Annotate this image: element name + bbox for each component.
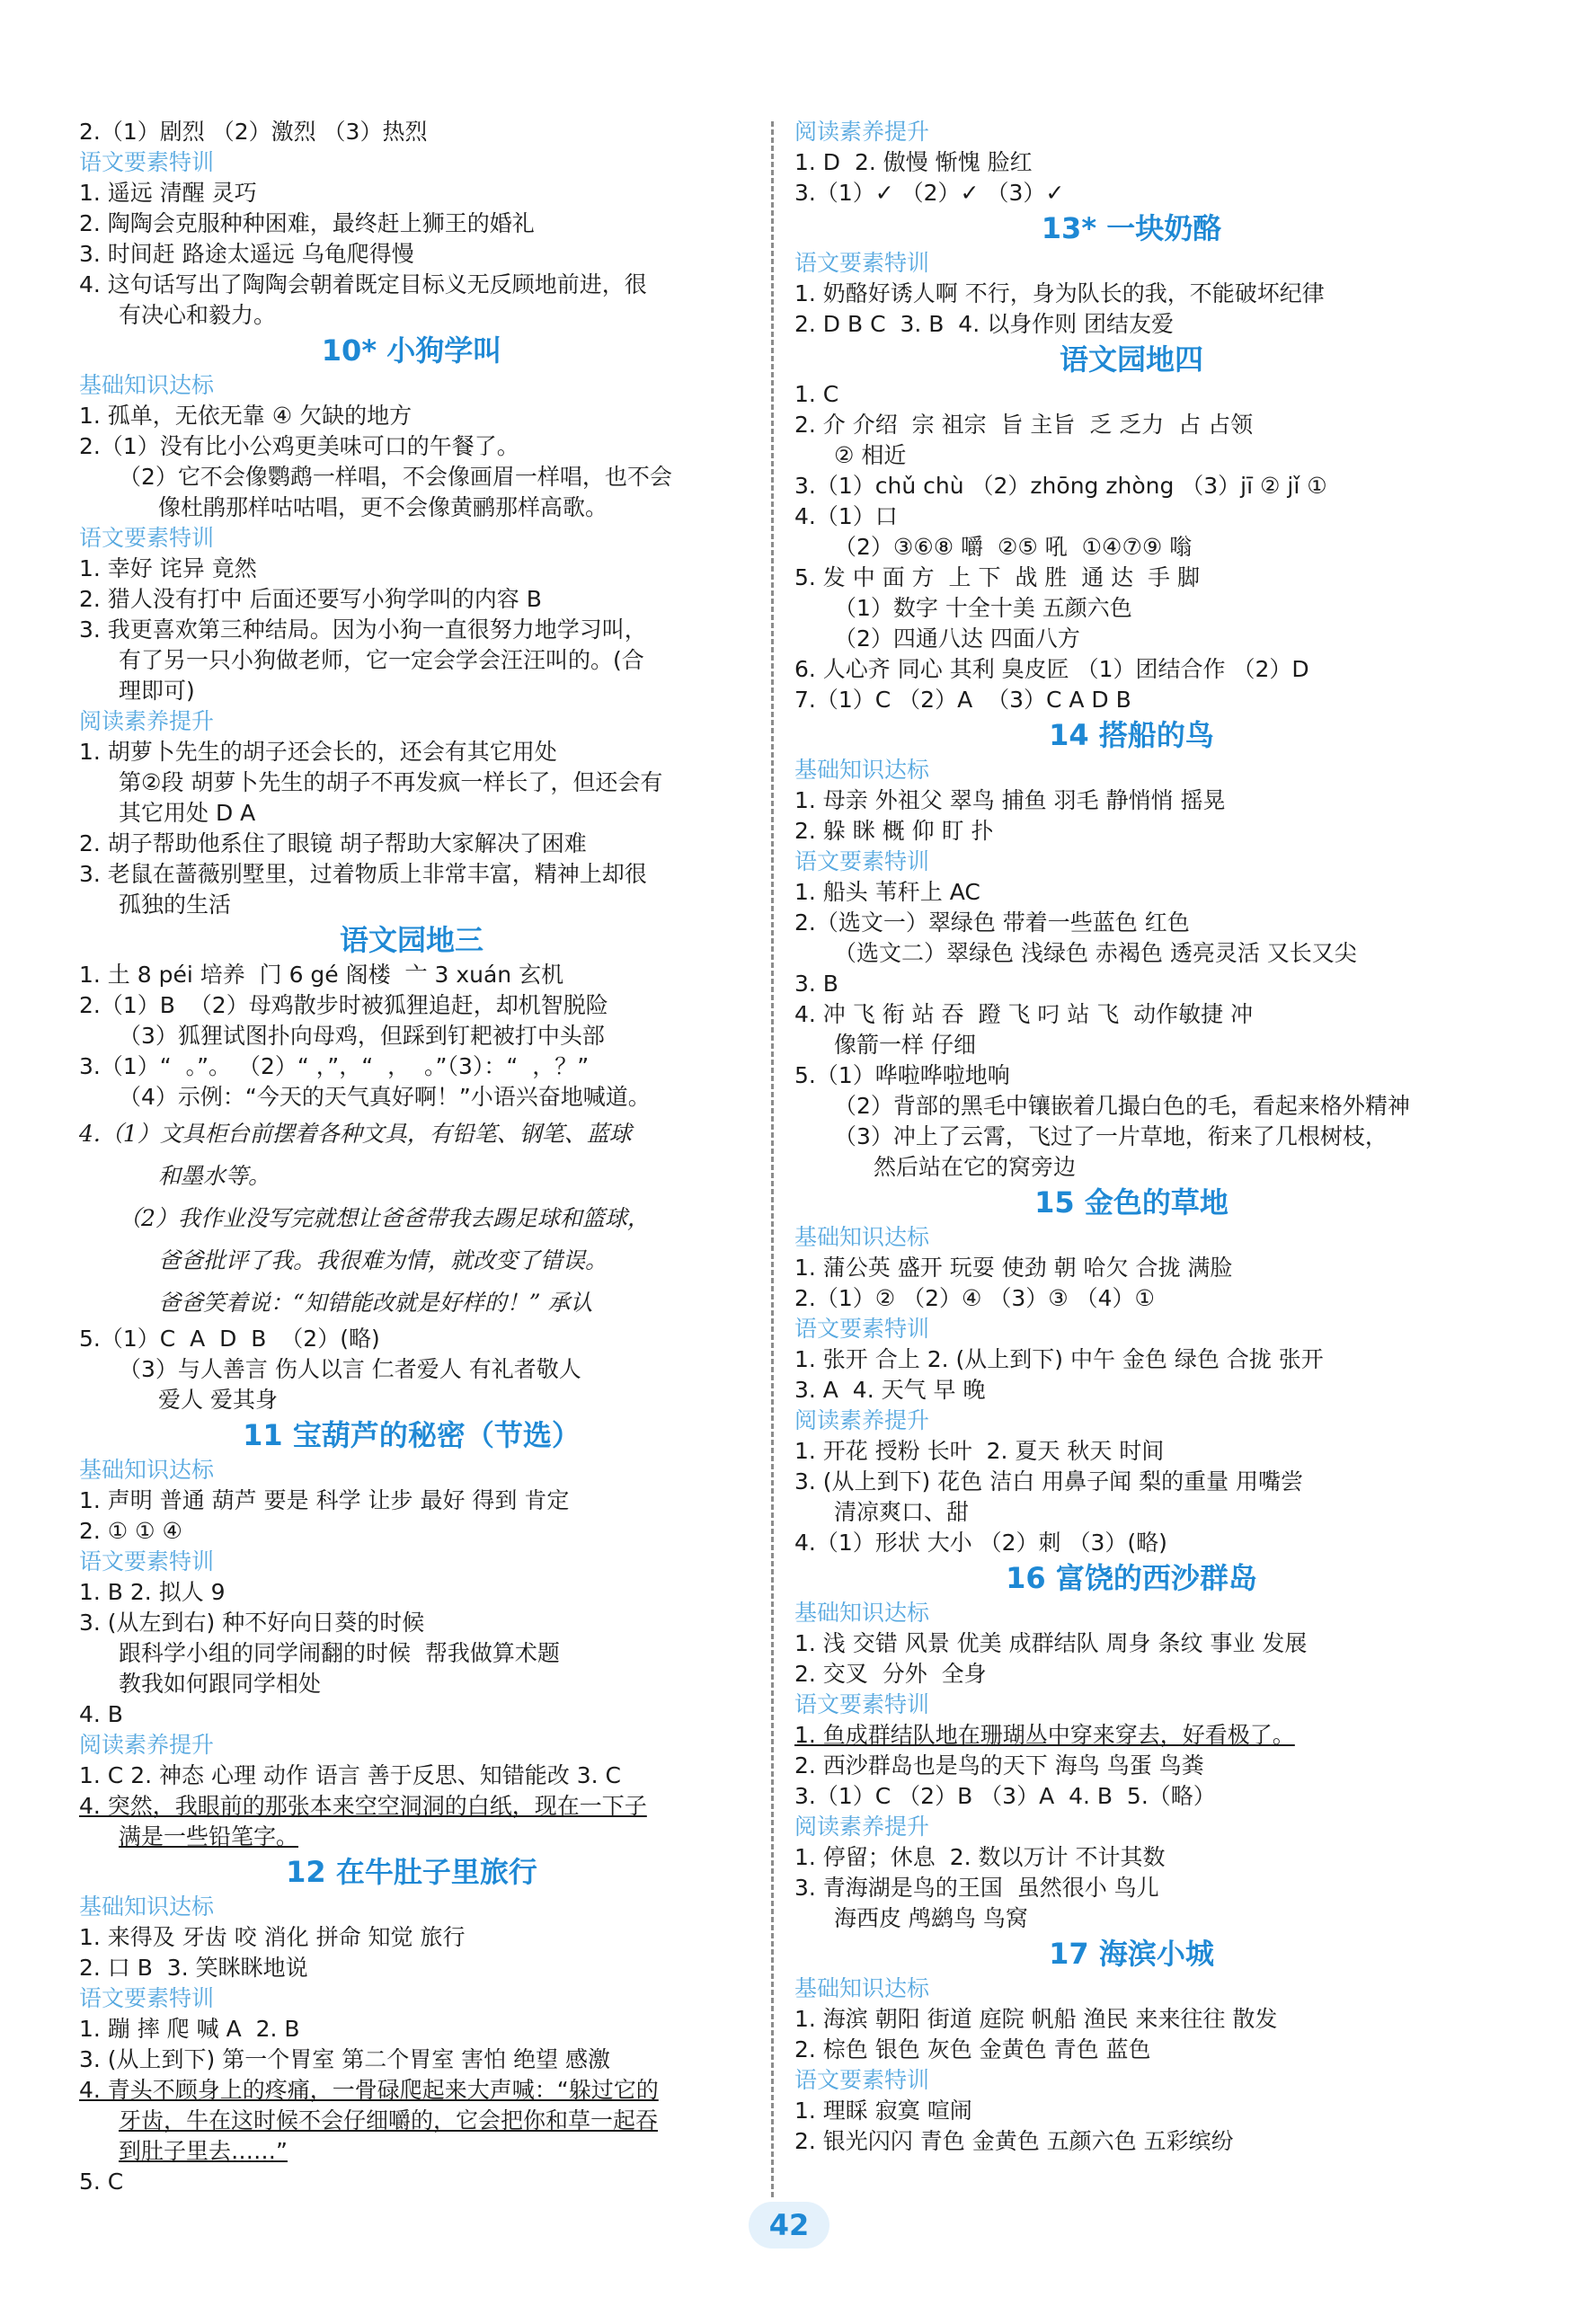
section-label: 语文要素特训: [794, 1316, 930, 1342]
answer-line: 1. B 2. 拟人 9: [79, 1579, 226, 1605]
answer-line: 2. 猎人没有打中 后面还要写小狗学叫的内容 B: [79, 586, 542, 612]
answer-line: 3. 青海湖是鸟的王国 虽然很小 鸟儿: [794, 1875, 1159, 1901]
answer-line-continued: （2）它不会像鹦鹉一样唱，不会像画眉一样唱，也不会: [119, 464, 672, 490]
underlined-answer-line: 1. 鱼成群结队地在珊瑚丛中穿来穿去，好看极了。: [794, 1722, 1295, 1748]
section-label: 基础知识达标: [794, 757, 930, 783]
lesson-title: 12 在牛肚子里旅行: [286, 1855, 537, 1889]
answer-line: 2. ① ① ④: [79, 1518, 182, 1544]
answer-line-continued: 其它用处 D A: [119, 800, 256, 826]
answer-line-continued: （3）冲上了云霄，飞过了一片草地，衔来了几根树枝，: [834, 1123, 1388, 1149]
section-label: 阅读素养提升: [794, 1407, 930, 1433]
answer-line: 1. C: [794, 381, 839, 407]
answer-line: 4.（1）口: [794, 503, 898, 529]
section-label: 基础知识达标: [79, 372, 215, 398]
underlined-answer-line: 牙齿，牛在这时候不会仔细嚼的，它会把你和草一起吞: [119, 2107, 659, 2133]
answer-line-continued: （2）③⑥⑧ 嚼 ②⑤ 吼 ①④⑦⑨ 嗡: [834, 534, 1193, 560]
answer-line: 4. 这句话写出了陶陶会朝着既定目标义无反顾地前进，很: [79, 271, 647, 297]
answer-line: 5.（1）C A D B （2）(略): [79, 1326, 380, 1352]
answer-line: 3.（1）chǔ chù （2）zhōng zhòng （3）jī ② jǐ ①: [794, 473, 1327, 499]
answer-line: 2. 西沙群岛也是鸟的天下 海鸟 鸟蛋 鸟粪: [794, 1752, 1204, 1778]
answer-line: 1. 张开 合上 2. (从上到下) 中午 金色 绿色 合拢 张开: [794, 1346, 1324, 1372]
handwritten-line: 爸爸批评了我。我很难为情，就改变了错误。: [158, 1247, 608, 1273]
underlined-answer-line: 满是一些铅笔字。: [119, 1823, 299, 1849]
answer-line-continued: （1）数字 十全十美 五颜六色: [834, 595, 1132, 621]
left-column: [79, 117, 744, 2197]
answer-line: 1. C 2. 神态 心理 动作 语言 善于反思、知错能改 3. C: [79, 1762, 621, 1788]
answer-line: 3. A 4. 天气 早 晚: [794, 1377, 986, 1403]
answer-line-continued: 有决心和毅力。: [119, 302, 277, 328]
answer-line-continued: 跟科学小组的同学闹翻的时候 帮我做算术题: [119, 1640, 560, 1666]
answer-line: 2. 交叉 分外 全身: [794, 1661, 987, 1687]
lesson-title: 13* 一块奶酪: [1041, 211, 1222, 245]
answer-line: 1. 蹦 摔 爬 喊 A 2. B: [79, 2016, 300, 2042]
answer-line: 1. 海滨 朝阳 街道 庭院 帆船 渔民 来来往往 散发: [794, 2006, 1278, 2032]
right-column: [794, 117, 1468, 2157]
answer-line: 2. 躲 眯 概 仰 盯 扑: [794, 818, 994, 844]
section-label: 基础知识达标: [794, 1224, 930, 1250]
answer-line: 4. 冲 飞 衔 站 吞 蹬 飞 叼 站 飞 动作敏捷 冲: [794, 1001, 1254, 1027]
answer-line: 2.（1）没有比小公鸡更美味可口的午餐了。: [79, 433, 519, 459]
answer-line: 5. C: [79, 2169, 124, 2195]
answer-line: 2. 胡子帮助他系住了眼镜 胡子帮助大家解决了困难: [79, 830, 587, 856]
answer-line-continued: 孤独的生活: [119, 891, 232, 918]
answer-line: 1. 遥远 清醒 灵巧: [79, 180, 257, 206]
answer-line: 2. 银光闪闪 青色 金黄色 五颜六色 五彩缤纷: [794, 2128, 1234, 2154]
answer-line-continued: （3）与人善言 伤人以言 仁者爱人 有礼者敬人: [119, 1356, 581, 1382]
answer-line: 7.（1）C （2）A （3）C A D B: [794, 687, 1131, 713]
answer-line: 2. 陶陶会克服种种困难，最终赶上狮王的婚礼: [79, 210, 535, 236]
answer-line: 3. B: [794, 971, 838, 997]
answer-line: 2.（1）剧烈 （2）激烈 （3）热烈: [79, 119, 428, 145]
section-label: 基础知识达标: [79, 1894, 215, 1920]
answer-line: 5. 发 中 面 方 上 下 战 胜 通 达 手 脚: [794, 564, 1201, 590]
answer-line-continued: （3）狐狸试图扑向母鸡，但踩到钉耙被打中头部: [119, 1023, 605, 1049]
handwritten-line: （2）我作业没写完就想让爸爸带我去踢足球和篮球，: [119, 1205, 650, 1231]
answer-line: 1. 土 8 péi 培养 门 6 gé 阁楼 亠 3 xuán 玄机: [79, 962, 564, 988]
answer-line-continued: （2）背部的黑毛中镶嵌着几撮白色的毛，看起来格外精神: [834, 1093, 1410, 1119]
answer-line: 1. 理睬 寂寞 喧闹: [794, 2098, 972, 2124]
answer-line-continued: 海西皮 鸬鹚鸟 鸟窝: [834, 1905, 1028, 1931]
answer-line: 6. 人心齐 同心 其利 臭皮匠 （1）团结合作 （2）D: [794, 656, 1309, 682]
page-number: 42: [749, 2202, 829, 2249]
answer-line: 2. 口 B 3. 笑眯眯地说: [79, 1955, 308, 1981]
handwritten-line: 和墨水等。: [158, 1163, 271, 1189]
answer-line: 1. 孤单，无依无靠 ④ 欠缺的地方: [79, 403, 412, 429]
answer-line: 2. 介 介绍 宗 祖宗 旨 主旨 乏 乏力 占 占领: [794, 412, 1254, 438]
section-label: 语文要素特训: [794, 848, 930, 874]
answer-line: 1. 母亲 外祖父 翠鸟 捕鱼 羽毛 静悄悄 摇晃: [794, 787, 1226, 813]
answer-line: 1. 停留；休息 2. 数以万计 不计其数: [794, 1844, 1166, 1870]
answer-line: 1. 来得及 牙齿 咬 消化 拼命 知觉 旅行: [79, 1924, 466, 1950]
answer-line: 4.（1）形状 大小 （2）刺 （3）(略): [794, 1530, 1167, 1556]
section-label: 阅读素养提升: [794, 1814, 930, 1840]
answer-line-continued: 像箭一样 仔细: [834, 1032, 976, 1058]
section-label: 语文要素特训: [794, 250, 930, 276]
answer-line: 3. (从左到右) 种不好向日葵的时候: [79, 1610, 425, 1636]
answer-line: 3.（1）✓ （2）✓ （3）✓: [794, 180, 1065, 206]
answer-line-continued: 像杜鹃那样咕咕唱，更不会像黄鹂那样高歌。: [158, 494, 608, 520]
section-label: 语文要素特训: [79, 149, 215, 175]
lesson-title: 11 宝葫芦的秘密（节选）: [243, 1418, 581, 1452]
underlined-answer-line: 4. 青头不顾身上的疼痛，一骨碌爬起来大声喊：“躲过它的: [79, 2077, 659, 2103]
section-label: 阅读素养提升: [79, 1732, 215, 1758]
answer-line-continued: 爱人 爱其身: [158, 1387, 278, 1413]
handwritten-line: 爸爸笑着说：“知错能改就是好样的！” 承认: [158, 1290, 593, 1316]
lesson-title: 语文园地四: [1059, 342, 1203, 377]
handwritten-line: 4.（1）文具柜台前摆着各种文具，有铅笔、钢笔、蓝球: [79, 1121, 632, 1147]
answer-line: 3.（1）C （2）B （3）A 4. B 5.（略）: [794, 1783, 1216, 1809]
answer-line: 1. 船头 苇秆上 AC: [794, 879, 980, 905]
answer-line-continued: 理即可): [119, 678, 195, 704]
section-label: 阅读素养提升: [79, 708, 215, 734]
underlined-answer-line: 到肚子里去……”: [119, 2138, 288, 2164]
answer-line: 1. 胡萝卜先生的胡子还会长的，还会有其它用处: [79, 739, 557, 765]
answer-line: 1. 浅 交错 风景 优美 成群结队 周身 条纹 事业 发展: [794, 1630, 1308, 1656]
answer-line: 3. (从上到下) 第一个胃室 第二个胃室 害怕 绝望 感激: [79, 2046, 611, 2072]
answer-line: 1. D 2. 傲慢 惭愧 脸红: [794, 149, 1033, 175]
answer-line-continued: 然后站在它的窝旁边: [874, 1154, 1077, 1180]
answer-line: 1. 幸好 诧异 竟然: [79, 555, 257, 581]
answer-line-continued: 清凉爽口、甜: [834, 1499, 970, 1525]
section-label: 语文要素特训: [794, 2067, 930, 2093]
answer-line: 2.（1）B （2）母鸡散步时被狐狸追赶，却机智脱险: [79, 992, 608, 1018]
section-label: 语文要素特训: [79, 1985, 215, 2011]
lesson-title: 语文园地三: [339, 923, 483, 957]
underlined-answer-line: 4. 突然，我眼前的那张本来空空洞洞的白纸，现在一下子: [79, 1793, 647, 1819]
section-label: 基础知识达标: [794, 1600, 930, 1626]
answer-line: 4. B: [79, 1701, 123, 1727]
answer-line-continued: 有了另一只小狗做老师，它一定会学会汪汪叫的。(合: [119, 647, 644, 673]
section-label: 语文要素特训: [79, 525, 215, 551]
answer-line: 1. 奶酪好诱人啊 不行，身为队长的我，不能破坏纪律: [794, 280, 1325, 306]
answer-line: 3. 我更喜欢第三种结局。因为小狗一直很努力地学习叫，: [79, 616, 647, 643]
lesson-title: 14 搭船的鸟: [1049, 718, 1214, 752]
lesson-title: 15 金色的草地: [1034, 1185, 1229, 1220]
answer-line: 2.（选文一）翠绿色 带着一些蓝色 红色: [794, 909, 1190, 936]
answer-line-continued: （2）四通八达 四面八方: [834, 625, 1080, 652]
answer-line: 2. 棕色 银色 灰色 金黄色 青色 蓝色: [794, 2036, 1151, 2062]
column-divider: [771, 121, 774, 2197]
answer-line: 3. (从上到下) 花色 洁白 用鼻子闻 梨的重量 用嘴尝: [794, 1468, 1304, 1495]
lesson-title: 17 海滨小城: [1049, 1937, 1214, 1971]
answer-line-continued: ② 相近: [834, 442, 907, 468]
section-label: 阅读素养提升: [794, 119, 930, 145]
answer-line: 1. 声明 普通 葫芦 要是 科学 让步 最好 得到 肯定: [79, 1487, 570, 1513]
answer-line: 2.（1）② （2）④ （3）③ （4）①: [794, 1285, 1155, 1311]
answer-line: 5.（1）哗啦哗啦地响: [794, 1062, 1010, 1088]
lesson-title: 16 富饶的西沙群岛: [1006, 1561, 1257, 1595]
answer-line: 2. D B C 3. B 4. 以身作则 团结友爱: [794, 311, 1175, 337]
answer-line-continued: 教我如何跟同学相处: [119, 1671, 322, 1697]
answer-line: 1. 开花 授粉 长叶 2. 夏天 秋天 时间: [794, 1438, 1165, 1464]
section-label: 基础知识达标: [794, 1975, 930, 2001]
lesson-title: 10* 小狗学叫: [321, 333, 502, 368]
answer-line: 1. 蒲公英 盛开 玩耍 使劲 朝 哈欠 合拢 满脸: [794, 1255, 1233, 1281]
answer-line: 3.（1）“ 。”。 （2）“ ，”，“ ， 。”（3）：“ ，？”: [79, 1053, 590, 1079]
answer-line-continued: （选文二）翠绿色 浅绿色 赤褐色 透亮灵活 又长又尖: [834, 940, 1357, 966]
answer-line-continued: 第②段 胡萝卜先生的胡子不再发疯一样长了，但还会有: [119, 769, 663, 795]
answer-line: 3. 老鼠在蔷薇别墅里，过着物质上非常丰富，精神上却很: [79, 861, 647, 887]
answer-line: 3. 时间赶 路途太遥远 乌龟爬得慢: [79, 241, 414, 267]
section-label: 语文要素特训: [794, 1691, 930, 1717]
section-label: 语文要素特训: [79, 1548, 215, 1574]
answer-line-continued: （4）示例：“今天的天气真好啊！”小语兴奋地喊道。: [119, 1084, 651, 1110]
section-label: 基础知识达标: [79, 1457, 215, 1483]
